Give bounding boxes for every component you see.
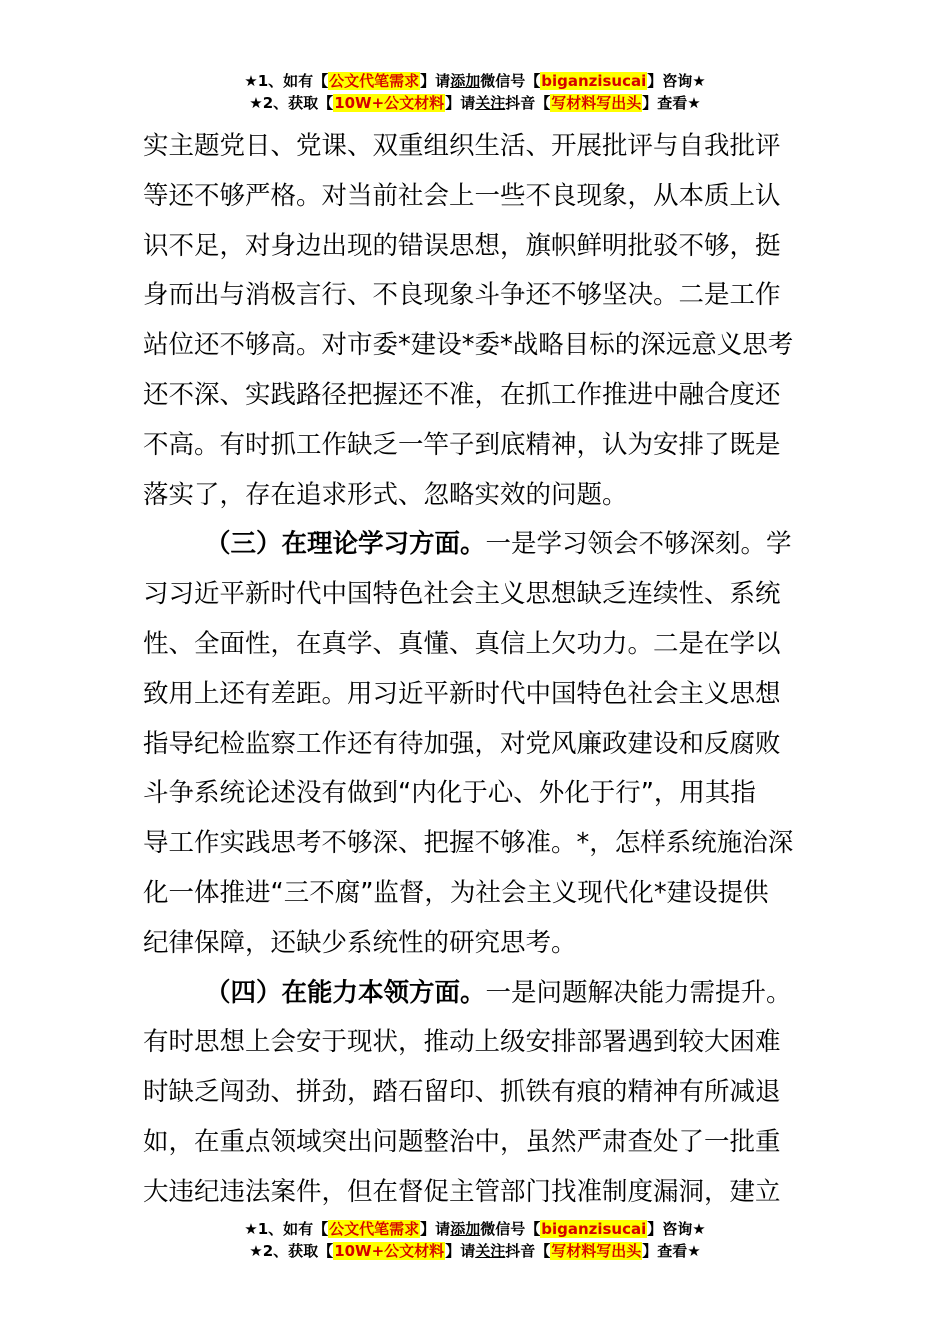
banner-text: ★1、如有【 [244, 72, 329, 90]
banner-text: 】请 [420, 72, 451, 90]
banner-text: 】咨询★ [647, 72, 706, 90]
banner-text: 抖音【 [505, 94, 551, 112]
banner-text: 】请 [445, 1242, 476, 1260]
body-line: 有时思想上会安于现状，推动上级安排部署遇到较大困难 [143, 1027, 781, 1058]
banner-highlight: 10W+公文材料 [334, 94, 445, 112]
banner-text: 抖音【 [505, 1242, 551, 1260]
body-line: 纪律保障，还缺少系统性的研究思考。 [143, 927, 577, 958]
banner-highlight: 写材料写出头 [551, 94, 642, 112]
banner-text: 】请 [445, 94, 476, 112]
section-3-heading: （三）在理论学习方面。 [205, 529, 486, 560]
body-line: 化一体推进“三不腐”监督，为社会主义现代化*建设提供 [143, 877, 769, 908]
banner-text: ★2、获取【 [249, 1242, 334, 1260]
section-4-first-line [143, 969, 811, 1019]
section-4-heading: （四）在能力本领方面。 [205, 977, 486, 1008]
banner-underlined-text: 添加 [450, 72, 481, 90]
body-line: 时缺乏闯劲、拼劲，踏石留印、抓铁有痕的精神有所减退 [143, 1077, 781, 1108]
body-line: 如，在重点领域突出问题整治中，虽然严肃查处了一批重 [143, 1126, 781, 1157]
banner-underlined-text: 关注 [475, 94, 506, 112]
body-line: 致用上还有差距。用习近平新时代中国特色社会主义思想 [143, 678, 781, 709]
body-line: 斗争系统论述没有做到“内化于心、外化于行”，用其指 [143, 778, 756, 809]
banner-highlight: 写材料写出头 [551, 1242, 642, 1260]
banner-line-1 [0, 1218, 950, 1240]
body-line: 性、全面性，在真学、真懂、真信上欠功力。二是在学以 [143, 628, 781, 659]
banner-line-1 [0, 70, 950, 92]
body-line: 导工作实践思考不够深、把握不够准。*，怎样系统施治深 [143, 828, 794, 859]
body-line: 大违纪违法案件，但在督促主管部门找准制度漏洞，建立 [143, 1176, 781, 1207]
body-line: 等还不够严格。对当前社会上一些不良现象，从本质上认 [143, 180, 781, 211]
body-line: 实主题党日、党课、双重组织生活、开展批评与自我批评 [143, 131, 781, 161]
section-3-first-line [143, 520, 811, 570]
banner-text: 】请 [420, 1220, 451, 1238]
banner-text: 】查看★ [642, 1242, 701, 1260]
banner-highlight: 10W+公文材料 [334, 1242, 445, 1260]
banner-highlight: 公文代笔需求 [329, 1220, 420, 1238]
banner-highlight: biganzisucai [541, 72, 647, 90]
body-line: 不高。有时抓工作缺乏一竿子到底精神，认为安排了既是 [143, 429, 781, 460]
banner-highlight: biganzisucai [541, 1220, 647, 1238]
section-3-intro: 一是学习领会不够深刻。学 [485, 529, 792, 560]
footer-banner [0, 1218, 950, 1262]
body-line: 身而出与消极言行、不良现象斗争还不够坚决。二是工作 [143, 280, 781, 311]
body-line: 识不足，对身边出现的错误思想，旗帜鲜明批驳不够，挺 [143, 230, 781, 261]
banner-text: 微信号【 [480, 1220, 541, 1238]
body-line: 落实了，存在追求形式、忽略实效的问题。 [143, 479, 628, 510]
body-line: 还不深、实践路径把握还不准，在抓工作推进中融合度还 [143, 379, 781, 410]
banner-highlight: 公文代笔需求 [329, 72, 420, 90]
document-body [143, 122, 811, 1218]
banner-underlined-text: 添加 [450, 1220, 481, 1238]
section-4-intro: 一是问题解决能力需提升。 [485, 977, 792, 1008]
banner-text: ★1、如有【 [244, 1220, 329, 1238]
banner-underlined-text: 关注 [475, 1242, 506, 1260]
banner-text: 】咨询★ [647, 1220, 706, 1238]
banner-text: 】查看★ [642, 94, 701, 112]
banner-text: ★2、获取【 [249, 94, 334, 112]
body-line: 站位还不够高。对市委*建设*委*战略目标的深远意义思考 [143, 330, 794, 361]
header-banner [0, 70, 950, 114]
body-line: 习习近平新时代中国特色社会主义思想缺乏连续性、系统 [143, 579, 781, 610]
banner-line-2 [0, 92, 950, 114]
body-line: 指导纪检监察工作还有待加强，对党风廉政建设和反腐败 [143, 728, 781, 759]
banner-text: 微信号【 [480, 72, 541, 90]
banner-line-2 [0, 1240, 950, 1262]
